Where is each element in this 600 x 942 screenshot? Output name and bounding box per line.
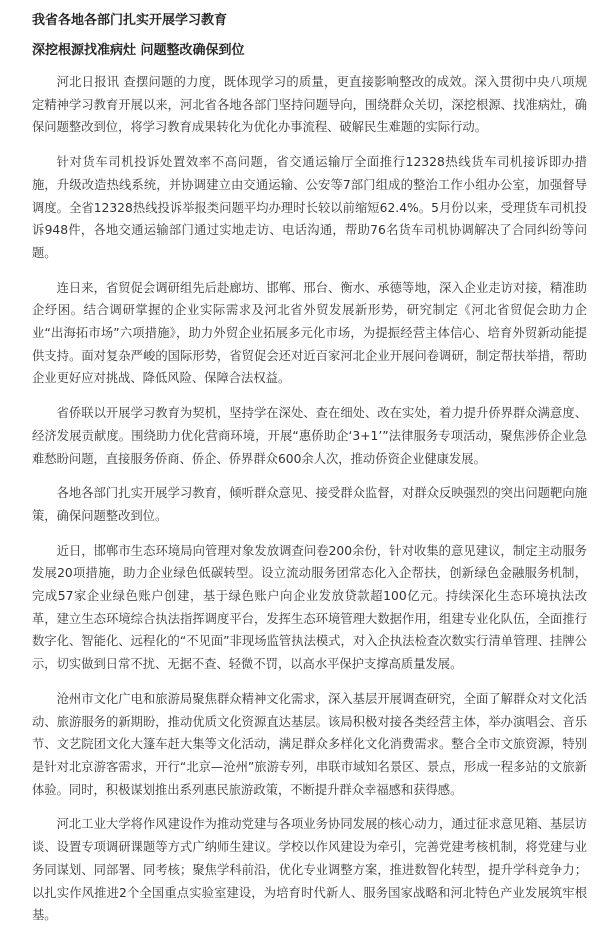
article-paragraph: 河北日报讯 查摆问题的力度，既体现学习的质量，更直接影响整改的成效。深入贯彻中央八项规定精神学习教育开展以来，河北省各地各部门坚持问题导向，围绕群众关切，深挖根源、找准病灶，确保问题整改到位，将学习教育成果转化为优化办事流程、破解民生难题的实际行动。 [32,75,587,135]
article-paragraph: 连日来，省贸促会调研组先后赴廊坊、邯郸、邢台、衡水、承德等地，深入企业走访对接，精准助企纾困。结合调研掌握的企业实际需求及河北省外贸发展新形势，研究制定《河北省贸促会助力企业“出海拓市场”六项措施》，助力外贸企业拓展多元化市场，为提振经营主体信心、培育外贸新动能提供支持。面对复杂严峻的国际形势，省贸促会还对近百家河北企业开展问卷调研，制定帮扶举措，帮助企业更好应对挑战、降低风险、保障合法权益。 [32,280,587,386]
article-paragraph: 针对货车司机投诉处置效率不高问题，省交通运输厅全面推行12328热线货车司机接诉即办措施，升级改造热线系统，并协调建立由交通运输、公安等7部门组成的整治工作小组办公室，加强督导调度。全省12328热线投诉举报类问题平均办理时长较以前缩短62.4%。5月份以来，受理货车司机投诉948件，各地交通运输部门通过实地走访、电话沟通，帮助76名货车司机协调解决了合同纠纷等问题。 [32,155,587,260]
article-subtitle: 深挖根源找准病灶 问题整改确保到位 [32,43,245,58]
article-paragraph: 近日，邯郸市生态环境局向管理对象发放调查问卷200余份，针对收集的意见建议，制定主动服务发展20项措施，助力企业绿色低碳转型。设立流动服务团常态化入企帮扶，创新绿色金融服务机制，完成57家企业绿色账户创建，基于绿色账户向企业发放贷款超100亿元。持续深化生态环境执法改革，建立生态环境综合执法指挥调度平台，发挥生态环境管理大数据作用，组建专业化队伍，全面推行数字化、智能化、远程化的“不见面”非现场监管执法模式，对入企执法检查次数实行清单管理、挂牌公示，切实做到日常不扰、无据不查、轻微不罚，以高水平保护支撑高质量发展。 [32,543,587,672]
article-paragraph: 各地各部门扎实开展学习教育，倾听群众意见、接受群众监督，对群众反映强烈的突出问题靶向施策，确保问题整改到位。 [32,486,587,523]
article-title: 我省各地各部门扎实开展学习教育 [32,13,228,28]
article-paragraph: 沧州市文化广电和旅游局聚焦群众精神文化需求，深入基层开展调查研究，全面了解群众对文化活动、旅游服务的新期盼，推动优质文化资源直达基层。该局积极对接各类经营主体，举办演唱会、音乐节、文艺院团文化大篷车赶大集等文化活动，满足群众多样化文化消费需求。整合全市文旅资源，特别是针对北京游客需求，开行“北京—沧州”旅游专列，串联市域知名景区、景点，形成一程多站的文旅新体验。同时，积极谋划推出系列惠民旅游政策，不断提升群众幸福感和获得感。 [32,691,587,797]
article-paragraph: 河北工业大学将作风建设作为推动党建与各项业务协同发展的核心动力，通过征求意见箱、基层访谈、设置专项调研课题等方式广纳师生建议。学校以作风建设为牵引，完善党建考核机制，将党建与业务同谋划、同部署、同考核；聚焦学科前沿，优化专业调整方案，推进数智化转型，提升学科竞争力；以扎实作风推进2个全国重点实验室建设，为培育时代新人、服务国家战略和河北特色产业发展筑牢根基。 [32,817,587,923]
article-paragraph: 省侨联以开展学习教育为契机，坚持学在深处、查在细处、改在实处，着力提升侨界群众满意度、经济发展贡献度。围绕助力优化营商环境，开展“惠侨助企‘3+1’”法律服务专项活动，聚焦涉侨企业急难愁盼问题，直接服务侨商、侨企、侨界群众600余人次，推动侨资企业健康发展。 [32,406,587,466]
